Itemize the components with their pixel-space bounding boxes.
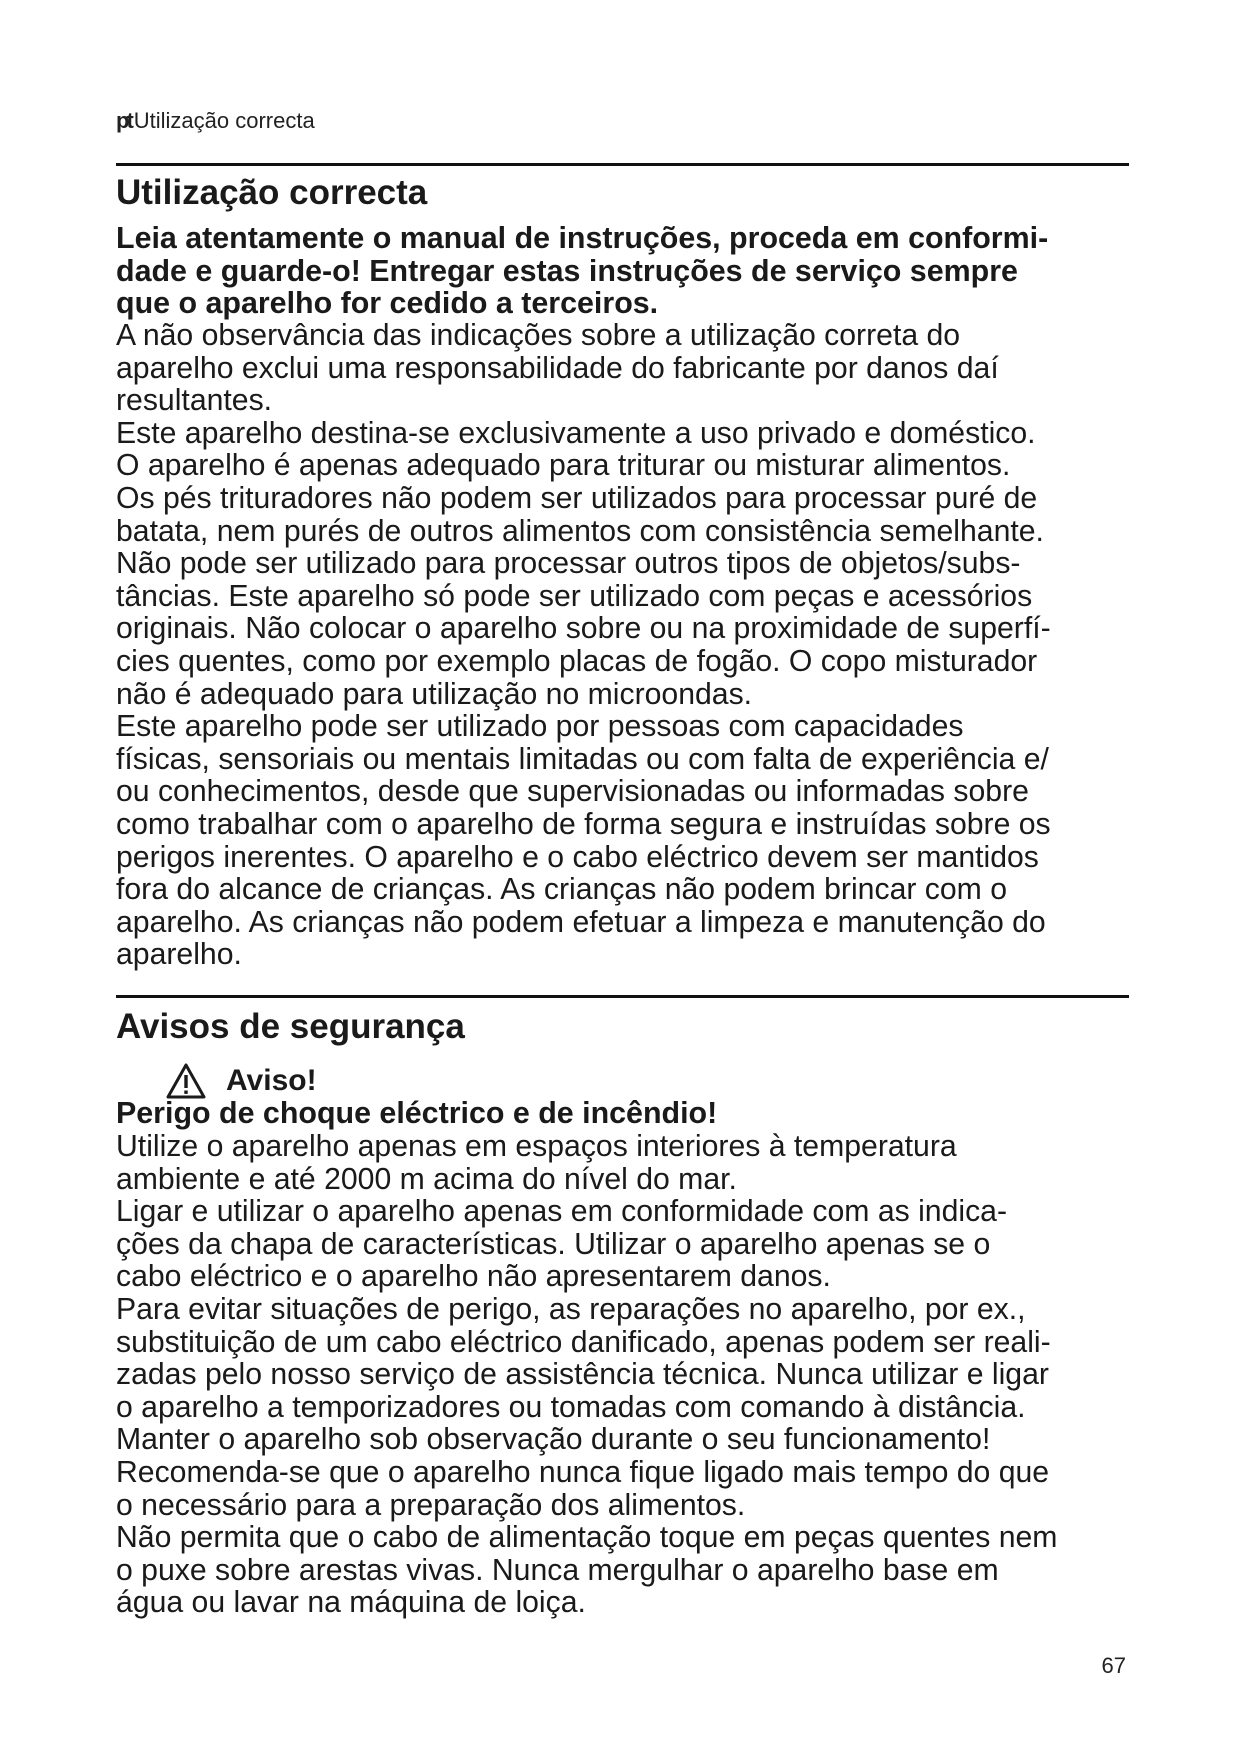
text-line: resultantes. — [116, 384, 273, 418]
text-line: ções da chapa de características. Utilizar o aparelho apenas se o — [116, 1227, 991, 1261]
text-line: Os pés trituradores não podem ser utilizados para processar puré de — [116, 481, 1038, 515]
text-line: originais. Não colocar o aparelho sobre ou na proximidade de superfí- — [116, 612, 1051, 646]
text-line: Não permita que o cabo de alimentação toque em peças quentes nem — [116, 1521, 1058, 1555]
text-line: o aparelho a temporizadores ou tomadas com comando à distância. — [116, 1390, 1026, 1424]
text-line: fora do alcance de crianças. As crianças não podem brincar com o — [116, 873, 1008, 907]
text-line: O aparelho é apenas adequado para triturar ou misturar alimentos. — [116, 449, 1011, 483]
text-line: Utilize o aparelho apenas em espaços interiores à temperatura — [116, 1130, 957, 1163]
text-line: o puxe sobre arestas vivas. Nunca mergulhar o aparelho base em — [116, 1553, 999, 1587]
text-line: tâncias. Este aparelho só pode ser utilizado com peças e acessórios — [116, 579, 1033, 613]
text-line: A não observância das indicações sobre a utilização correta do — [116, 319, 961, 352]
text-line: perigos inerentes. O aparelho e o cabo eléctrico devem ser mantidos — [116, 840, 1039, 874]
correct-use-body — [116, 320, 1136, 972]
text-line: Este aparelho destina-se exclusivamente a uso privado e doméstico. — [116, 416, 1036, 450]
section-title-correct-use: Utilização correcta — [116, 173, 428, 212]
text-line: aparelho. As crianças não podem efetuar a limpeza e manutenção do — [116, 905, 1046, 939]
text-line: físicas, sensoriais ou mentais limitadas ou com falta de experiência e/ — [116, 742, 1049, 776]
text-line: cabo eléctrico e o aparelho não apresentarem danos. — [116, 1260, 831, 1294]
warning-label: Aviso! — [226, 1064, 317, 1097]
text-line: dade e guarde-o! Entregar estas instruções de serviço sempre — [116, 253, 1018, 288]
running-header-title: Utilização correcta — [133, 108, 315, 133]
text-line: ou conhecimentos, desde que supervisionadas ou informadas sobre — [116, 775, 1029, 809]
language-code: pt — [116, 108, 131, 133]
safety-body — [116, 1131, 1136, 1620]
warning-heading — [166, 1063, 317, 1099]
text-line: ambiente e até 2000 m acima do nível do mar. — [116, 1162, 737, 1196]
section-divider — [116, 995, 1129, 998]
text-line: Recomenda-se que o aparelho nunca fique ligado mais tempo do que — [116, 1455, 1050, 1489]
text-line: Manter o aparelho sob observação durante o seu funcionamento! — [116, 1423, 991, 1457]
text-line: zadas pelo nosso serviço de assistência técnica. Nunca utilizar e ligar — [116, 1358, 1049, 1392]
text-line: Não pode ser utilizado para processar outros tipos de objetos/subs- — [116, 547, 1021, 581]
warning-triangle-icon — [166, 1063, 206, 1099]
page-number: 67 — [1101, 1653, 1126, 1678]
text-line: que o aparelho for cedido a terceiros. — [116, 286, 659, 321]
text-line: aparelho exclui uma responsabilidade do fabricante por danos daí — [116, 351, 999, 385]
text-line: Para evitar situações de perigo, as reparações no aparelho, por ex., — [116, 1292, 1026, 1326]
running-header — [116, 108, 315, 134]
text-line: aparelho. — [116, 938, 242, 972]
hazard-heading — [116, 1097, 1136, 1130]
section-divider — [116, 163, 1129, 166]
intro-bold-paragraph — [116, 222, 1136, 320]
text-line: substituição de um cabo eléctrico danificado, apenas podem ser reali- — [116, 1325, 1051, 1359]
text-line: não é adequado para utilização no microondas. — [116, 677, 753, 711]
text-line: Leia atentamente o manual de instruções, proceda em conformi- — [116, 221, 1049, 255]
text-line: como trabalhar com o aparelho de forma segura e instruídas sobre os — [116, 807, 1051, 841]
text-line: cies quentes, como por exemplo placas de fogão. O copo misturador — [116, 644, 1038, 678]
text-line: água ou lavar na máquina de loiça. — [116, 1586, 586, 1620]
text-line: Este aparelho pode ser utilizado por pessoas com capacidades — [116, 710, 964, 744]
text-line: batata, nem purés de outros alimentos com consistência semelhante. — [116, 514, 1044, 548]
text-line: Perigo de choque eléctrico e de incêndio! — [116, 1096, 718, 1130]
section-title-safety-warnings: Avisos de segurança — [116, 1007, 465, 1046]
text-line: Ligar e utilizar o aparelho apenas em conformidade com as indica- — [116, 1195, 1008, 1229]
text-line: o necessário para a preparação dos alimentos. — [116, 1488, 746, 1522]
